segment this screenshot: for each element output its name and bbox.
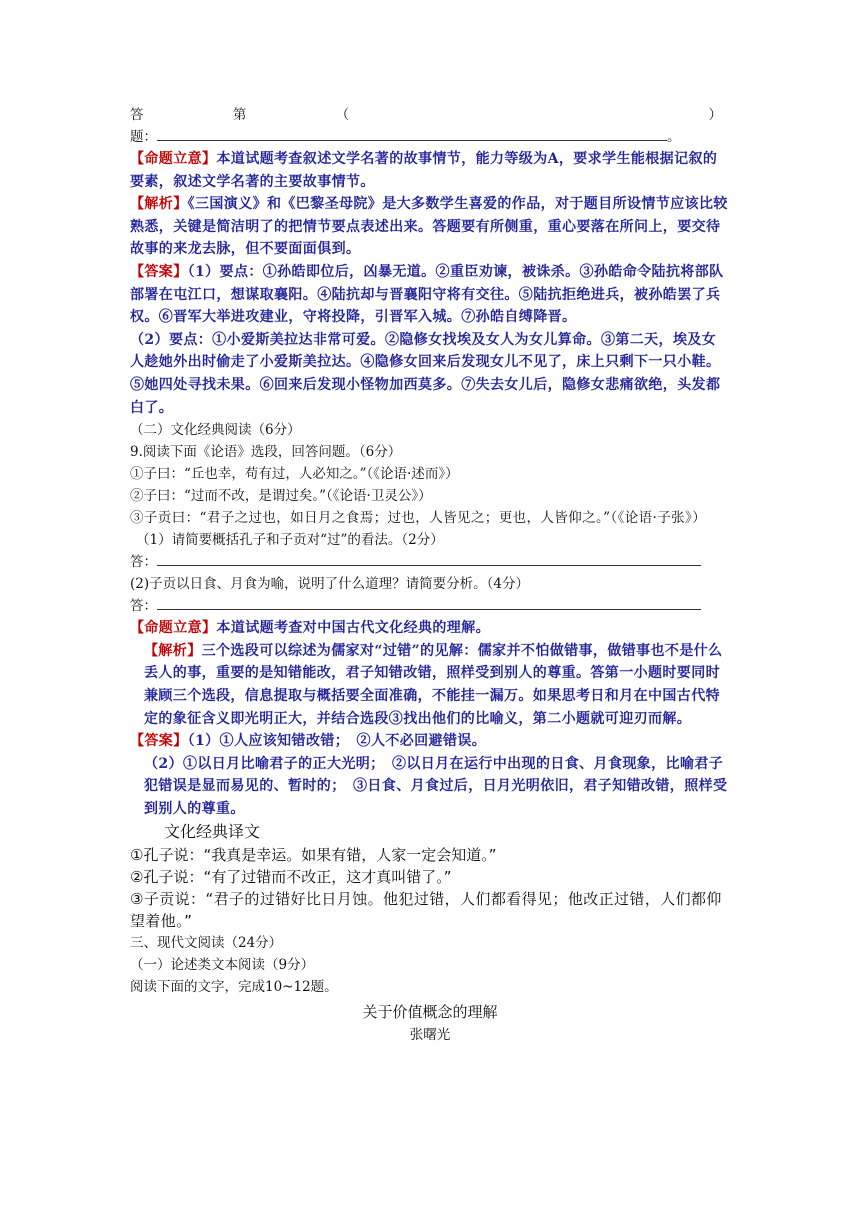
answer-line xyxy=(130,126,730,148)
translation-line: ③子贡说：“君子的过错好比日月蚀。他犯过错，人们都看得见；他改正过错，人们都仰望着他。” xyxy=(130,890,722,931)
translation-line: ①孔子说：“我真是幸运。如果有错，人家一定会知道。” xyxy=(130,846,497,865)
answer-char: （ xyxy=(335,107,350,123)
answer-line-label: 题： xyxy=(130,129,157,145)
passage-line: ③子贡曰：“君子之过也，如日月之食焉；过也，人皆见之；更也，人皆仰之。”（《论语·子张》） xyxy=(130,510,707,527)
passage-line: ②子曰：“过而不改，是谓过矣。”（《论语·卫灵公》） xyxy=(130,488,432,505)
q9-answer-1 xyxy=(130,730,730,753)
reading-instruction: 阅读下面的文字，完成10~12题。 xyxy=(130,979,338,996)
answer-label: 答： xyxy=(130,598,157,615)
answer-blank[interactable] xyxy=(157,126,667,141)
answer-line-end: 。 xyxy=(667,129,681,145)
intent-text: 本道试题考查对中国古代文化经典的理解。 xyxy=(216,620,491,637)
q9-analysis xyxy=(130,640,730,730)
answer-field xyxy=(130,551,730,573)
answer-text: （1）①人应该知错改错； ②人不必回避错误。 xyxy=(187,733,487,750)
answer-text: （1）要点：①孙皓即位后，凶暴无道。②重臣劝谏，被诛杀。③孙皓命令陆抗将部队部署在屯江口，想谋取襄阳。④陆抗却与晋襄阳守将有交往。⑤陆抗拒绝进兵，被孙皓罢了兵权。⑥晋军大举进攻建业，守将投降，引晋军入城。⑦孙皓自缚降晋。 xyxy=(130,263,724,326)
answer-blank[interactable] xyxy=(157,551,701,566)
answer-field xyxy=(130,595,730,617)
passage-line: ①子曰：“丘也幸，苟有过，人必知之。”（《论语·述而》） xyxy=(130,466,459,483)
answer-char: 第 xyxy=(232,107,247,123)
intent-text: 本道试题考查叙述文学名著的故事情节，能力等级为A，要求学生能根据记叙的要素，叙述文学名著的主要故事情节。 xyxy=(130,151,718,190)
q8-intent xyxy=(130,148,730,193)
sub-question: （1）请简要概括孔子和子贡对“过”的看法。（2分） xyxy=(136,532,444,549)
answer-char: ） xyxy=(708,107,722,123)
intent-tag: 【命题立意】 xyxy=(130,151,217,167)
question-stem: 9.阅读下面《论语》选段，回答问题。（6分） xyxy=(130,444,402,461)
answer-blank[interactable] xyxy=(157,595,701,610)
answer-label: 答： xyxy=(130,554,157,571)
q8-answer-2: （2）要点：①小爱斯美拉达非常可爱。②隐修女找埃及女人为女儿算命。③第二天，埃及女人趁她外出时偷走了小爱斯美拉达。④隐修女回来后发现女儿不见了，床上只剩下一只小鞋。⑤她四处寻找未果。⑥回来后发现小怪物加西莫多。⑦失去女儿后，隐修女悲痛欲绝，头发都白了。 xyxy=(130,331,721,416)
article-author: 张曙光 xyxy=(409,1027,451,1044)
article-title: 关于价值概念的理解 xyxy=(362,1003,498,1022)
answer-tag: 【答案】 xyxy=(130,263,188,280)
answer-line-header xyxy=(130,104,730,126)
section-subheading: （一）论述类文本阅读（9分） xyxy=(130,957,315,974)
translation-title: 文化经典译文 xyxy=(164,822,261,842)
sub-question: (2)子贡以日食、月食为喻，说明了什么道理？请简要分析。（4分） xyxy=(130,576,529,593)
q9-answer-2: （2）①以日月比喻君子的正大光明； ②以日月在运行中出现的日食、月食现象，比喻君子犯错误是显而易见的、暂时的； ③日食、月食过后，日月光明依旧，君子知错改错，照样受到别人的尊重。 xyxy=(144,755,728,817)
intent-tag: 【命题立意】 xyxy=(130,620,217,637)
q8-analysis xyxy=(130,193,730,261)
answer-char: 答 xyxy=(130,107,144,123)
document-page xyxy=(130,104,730,1046)
answer-tag: 【答案】 xyxy=(130,733,188,750)
q8-answer-1 xyxy=(130,261,730,329)
section-heading: （二）文化经典阅读（6分） xyxy=(130,422,301,439)
analysis-tag: 【解析】 xyxy=(130,196,188,213)
analysis-text: 《三国演义》和《巴黎圣母院》是大多数学生喜爱的作品，对于题目所设情节应该比较熟悉，关键是简洁明了的把情节要点表述出来。答题要有所侧重，重心要落在所问上，要交待故事的来龙去脉，但不要面面俱到。 xyxy=(130,196,728,258)
section-heading: 三、现代文阅读（24分） xyxy=(130,935,283,952)
q9-intent xyxy=(130,617,730,640)
analysis-text: 三个选段可以综述为儒家对“过错”的见解：儒家并不怕做错事，做错事也不是什么丢人的事，重要的是知错能改，君子知错改错，照样受到别人的尊重。答第一小题时要同时兼顾三个选段，信息提取与概括要全面准确，不能挂一漏万。如果思考日和月在中国古代特定的象征含义即光明正大，并结合选段③找出他们的比喻义，第二小题就可迎刃而解。 xyxy=(144,642,723,727)
analysis-tag: 【解析】 xyxy=(144,642,202,659)
translation-line: ②孔子说：“有了过错而不改正，这才真叫错了。” xyxy=(130,868,452,887)
